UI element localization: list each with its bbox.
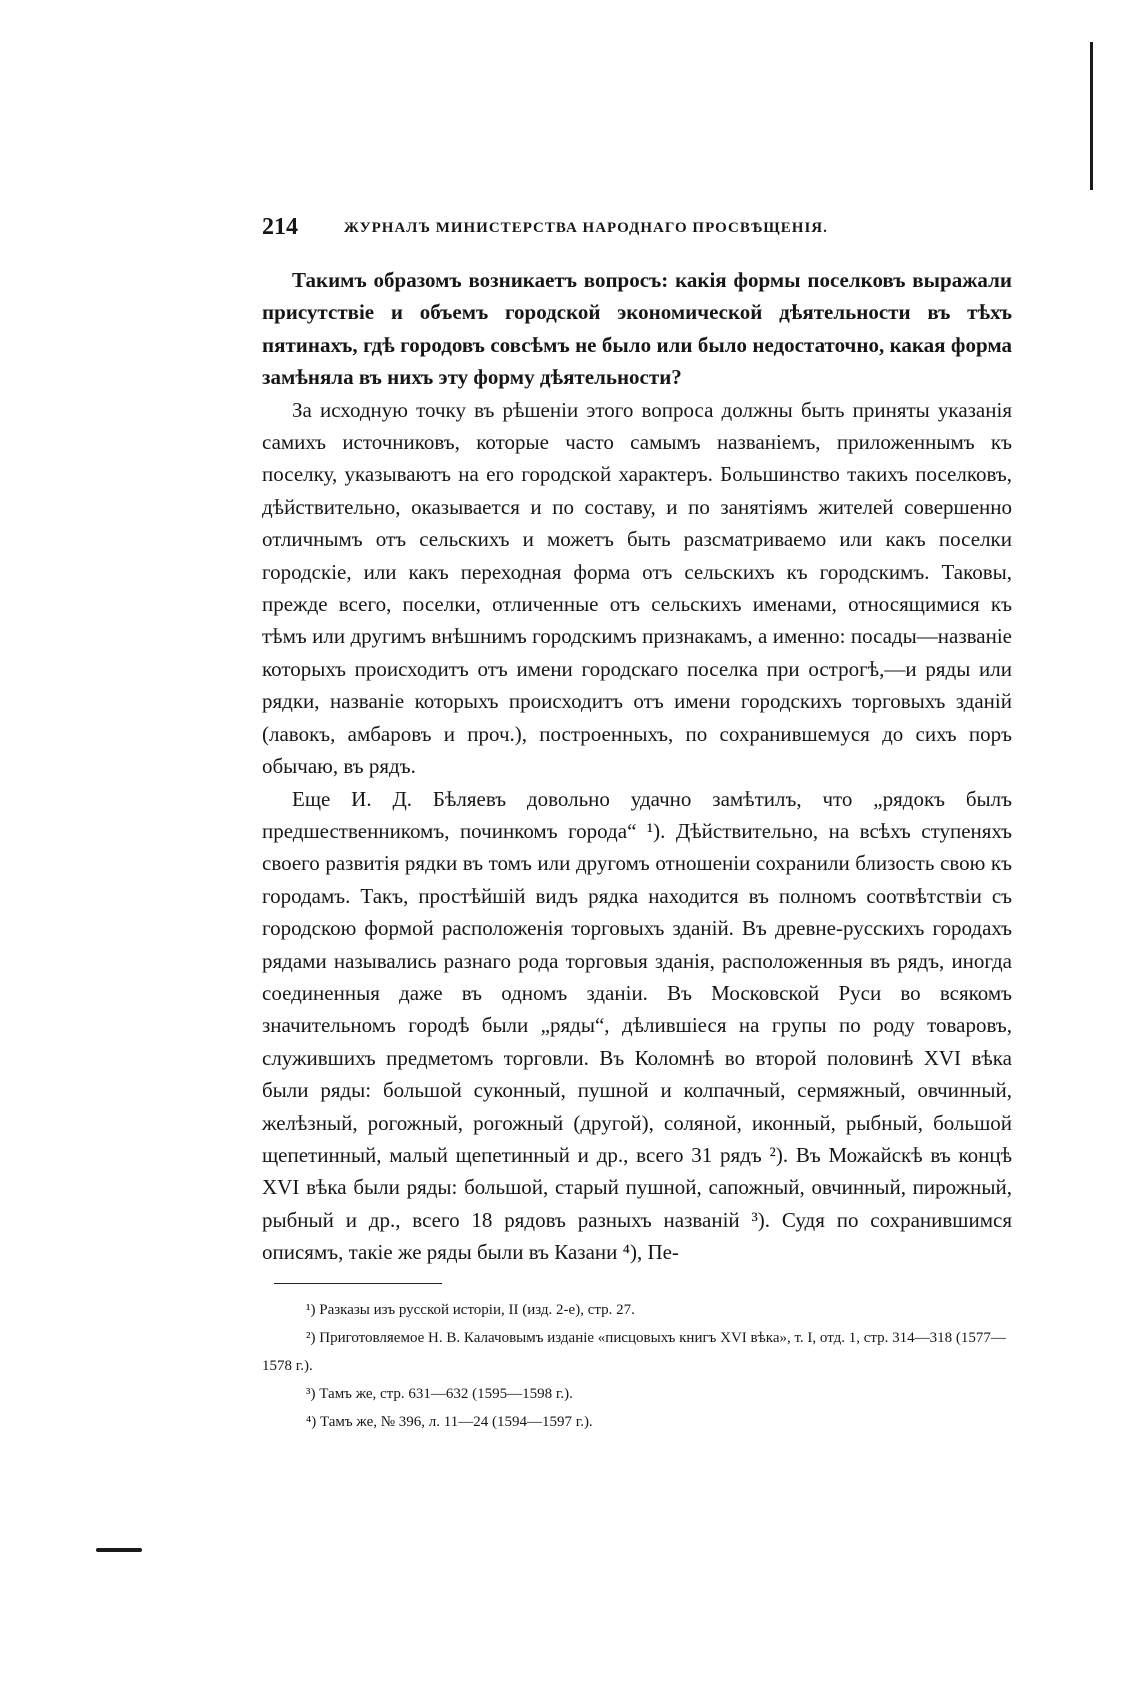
footnote: ²) Приготовляемое Н. В. Калачовымъ изданіе «писцовыхъ книгъ XVI вѣка», т. I, отд. 1, стр. 314—318 (1577—1578 г.). [262, 1329, 1006, 1374]
scan-edge-mark [1090, 42, 1093, 190]
paragraph: За исходную точку въ рѣшеніи этого вопроса должны быть приняты указанія самихъ источниковъ, которые часто самымъ названіемъ, приложеннымъ къ поселку, указываютъ на его городской характеръ. Большинство такихъ поселковъ, дѣйствительно, оказывается и по составу, и по занятіямъ жителей совершенно отличнымъ отъ сельскихъ и можетъ быть разсматриваемо или какъ поселки городскіе, или какъ переходная форма отъ сельскихъ къ городскимъ. Таковы, прежде всего, поселки, отличенные отъ сельскихъ именами, относящимися къ тѣмъ или другимъ внѣшнимъ городскимъ признакамъ, а именно: посады—названіе которыхъ происходитъ отъ имени городскаго поселка при острогѣ,—и ряды или рядки, названіе которыхъ происходитъ отъ имени городскихъ торговыхъ зданій (лавокъ, амбаровъ и проч.), построенныхъ, по сохранившемуся до сихъ поръ обычаю, въ рядъ. [262, 397, 1012, 779]
scan-edge-mark [96, 1548, 142, 1552]
footnote: ¹) Разказы изъ русской исторіи, II (изд. 2-е), стр. 27. [306, 1301, 635, 1318]
footnotes [262, 1296, 1012, 1436]
paragraph: Еще И. Д. Бѣляевъ довольно удачно замѣтилъ, что „рядокъ былъ предшественникомъ, починкомъ города“ ¹). Дѣйствительно, на всѣхъ ступеняхъ своего развитія рядки въ томъ или другомъ отношеніи сохранили близость свою къ городамъ. Такъ, простѣйшій видъ рядка находится въ полномъ соотвѣтствіи съ городскою формой расположенія торговыхъ зданій. Въ древне-русскихъ городахъ рядами назывались разнаго рода торговыя зданія, расположенныя въ рядъ, иногда соединенныя даже въ одномъ зданіи. Въ Московской Руси во всякомъ значительномъ городѣ были „ряды“, дѣлившіеся на групы по роду товаровъ, служившихъ предметомъ торговли. Въ Коломнѣ во второй половинѣ XVI вѣка были ряды: большой суконный, пушной и колпачный, сермяжный, овчинный, желѣзный, рогожный, рогожный (другой), соляной, иконный, рыбный, большой щепетинный, малый щепетинный и др., всего 31 рядъ ²). Въ Можайскѣ въ концѣ XVI вѣка были ряды: большой, старый пушной, сапожный, овчинный, пирожный, рыбный и др., всего 18 рядовъ разныхъ названій ³). Судя по сохранившимся описямъ, такіе же ряды были въ Казани ⁴), Пе- [262, 786, 1012, 1265]
footnote: ⁴) Тамъ же, № 396, л. 11—24 (1594—1597 г.). [306, 1413, 593, 1430]
document-page [262, 214, 1012, 1436]
footnote-divider [274, 1283, 442, 1284]
page-number: 214 [262, 214, 298, 240]
paragraph: Такимъ образомъ возникаетъ вопросъ: какія формы поселковъ выражали присутствіе и объемъ городской экономической дѣятельности въ тѣхъ пятинахъ, гдѣ городовъ совсѣмъ не было или было недостаточно, какая форма замѣняла въ нихъ эту форму дѣятельности? [262, 268, 1012, 390]
running-head [262, 214, 1012, 248]
journal-title: ЖУРНАЛЪ МИНИСТЕРСТВА НАРОДНАГО ПРОСВѢЩЕНІЯ. [344, 220, 828, 236]
footnote: ³) Тамъ же, стр. 631—632 (1595—1598 г.). [306, 1385, 573, 1402]
